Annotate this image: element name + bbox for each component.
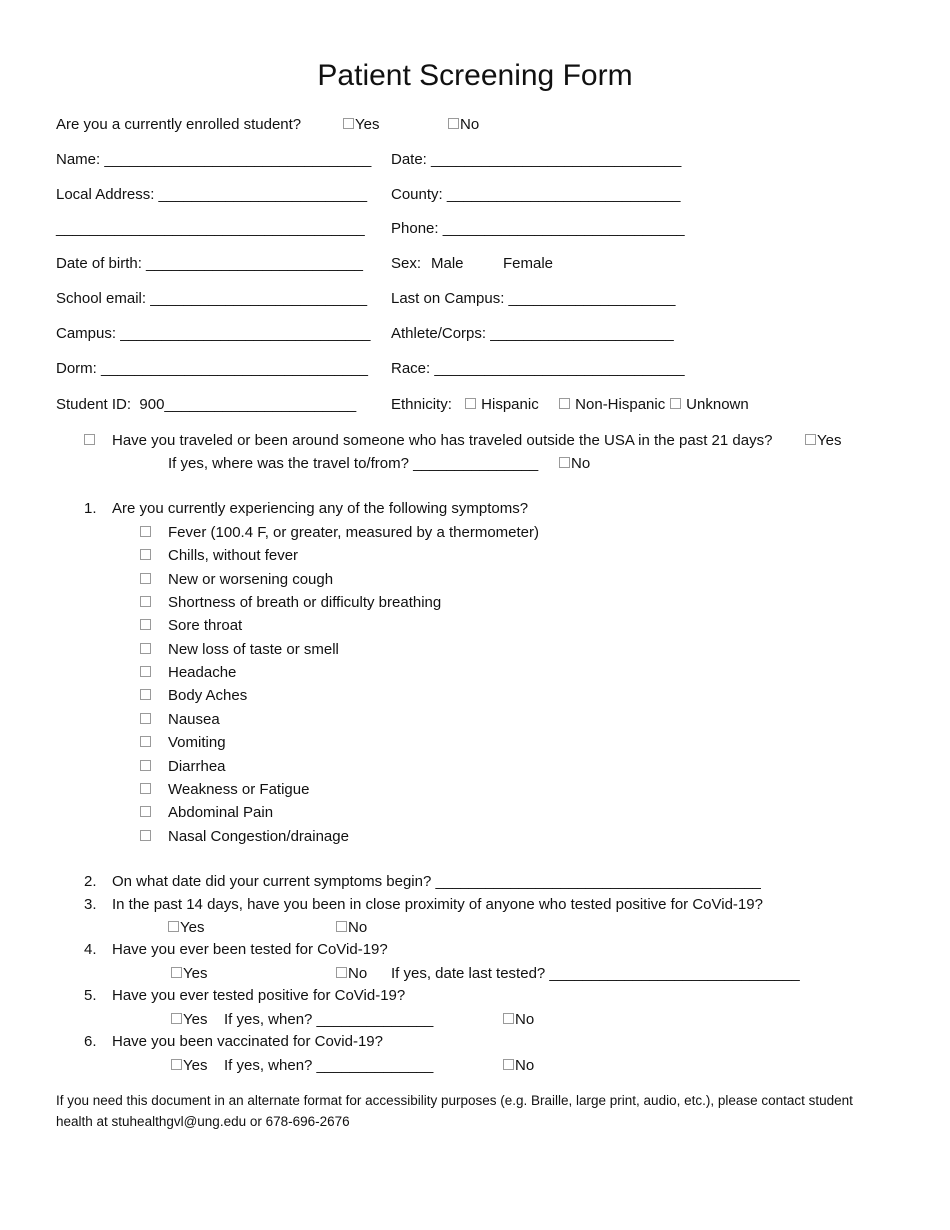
symptom-label: Diarrhea — [168, 758, 226, 775]
symptom-checkbox[interactable] — [140, 713, 151, 724]
symptom-label: New loss of taste or smell — [168, 641, 339, 658]
q5-text: Have you ever tested positive for CoVid-19? — [112, 987, 406, 1004]
symptom-checkbox[interactable] — [140, 689, 151, 700]
symptom-checkbox[interactable] — [140, 549, 151, 560]
symptom-item[interactable] — [140, 804, 274, 822]
ethnicity-non-hispanic-label: Non-Hispanic — [575, 396, 666, 413]
q3-text: In the past 14 days, have you been in close proximity of anyone who tested positive for CoVid-19? — [112, 896, 763, 913]
travel-checkbox[interactable] — [84, 432, 96, 450]
q5-when-field[interactable]: If yes, when? ______________ — [224, 1011, 434, 1028]
local-address-field[interactable]: Local Address: _________________________ — [56, 186, 368, 203]
address-line2-field[interactable]: _____________________________________ — [56, 220, 365, 237]
page-title: Patient Screening Form — [317, 59, 633, 92]
symptom-label: Chills, without fever — [168, 547, 299, 564]
ethnicity-unknown-label: Unknown — [686, 396, 749, 413]
q5-no-checkbox[interactable] — [503, 1013, 514, 1024]
symptom-checkbox[interactable] — [140, 596, 151, 607]
ethnicity-unknown-checkbox[interactable] — [670, 398, 681, 409]
enrolled-no-label: No — [460, 116, 480, 133]
symptom-label: Sore throat — [168, 617, 243, 634]
q4-no-checkbox[interactable] — [336, 967, 347, 978]
ethnicity-hispanic-checkbox[interactable] — [465, 398, 476, 409]
symptom-item[interactable] — [140, 711, 220, 729]
symptom-item[interactable] — [140, 734, 226, 752]
symptom-checkbox[interactable] — [140, 806, 151, 817]
dorm-field[interactable]: Dorm: ________________________________ — [56, 360, 368, 377]
phone-field[interactable]: Phone: _____________________________ — [391, 220, 685, 237]
student-id-field[interactable]: Student ID: 900_______________________ — [56, 396, 357, 413]
symptom-checkbox[interactable] — [140, 666, 151, 677]
symptom-item[interactable] — [140, 524, 539, 542]
travel-no-label: No — [571, 455, 591, 472]
q2-text[interactable]: On what date did your current symptoms begin? _______________________________________ — [112, 873, 761, 890]
travel-yes-checkbox[interactable] — [805, 434, 816, 445]
race-field[interactable]: Race: ______________________________ — [391, 360, 685, 377]
last-on-campus-field[interactable]: Last on Campus: ____________________ — [391, 290, 676, 307]
travel-question: Have you traveled or been around someone who has traveled outside the USA in the past 21 days? — [112, 432, 773, 449]
ethnicity-non-hispanic-option[interactable] — [559, 396, 665, 414]
q6-yes-checkbox[interactable] — [171, 1059, 182, 1070]
symptom-item[interactable] — [140, 664, 237, 682]
county-field[interactable]: County: ____________________________ — [391, 186, 681, 203]
q4-no-label: No — [348, 965, 368, 982]
q4-number: 4. — [84, 941, 97, 958]
ethnicity-hispanic-label: Hispanic — [481, 396, 539, 413]
q6-no-option[interactable] — [503, 1057, 534, 1075]
ethnicity-unknown-option[interactable] — [670, 396, 749, 414]
travel-followup-field[interactable]: If yes, where was the travel to/from? _______________ — [168, 455, 539, 472]
q5-number: 5. — [84, 987, 97, 1004]
ethnicity-label: Ethnicity: — [391, 396, 452, 413]
sex-female-option[interactable]: Female — [503, 255, 554, 272]
sex-male-option[interactable]: Male — [431, 255, 464, 272]
symptom-item[interactable] — [140, 547, 299, 565]
symptom-checkbox[interactable] — [140, 783, 151, 794]
ethnicity-hispanic-option[interactable] — [465, 396, 539, 414]
q3-yes-option[interactable] — [168, 919, 204, 937]
q6-yes-option[interactable] — [171, 1057, 207, 1075]
symptom-label: Body Aches — [168, 687, 248, 704]
symptom-label: Headache — [168, 664, 237, 681]
symptom-item[interactable] — [140, 617, 243, 635]
name-field[interactable]: Name: ________________________________ — [56, 151, 372, 168]
symptom-label: Shortness of breath or difficulty breathing — [168, 594, 442, 611]
symptom-checkbox[interactable] — [140, 736, 151, 747]
symptom-label: Abdominal Pain — [168, 804, 274, 821]
q1-number: 1. — [84, 500, 97, 517]
q6-no-checkbox[interactable] — [503, 1059, 514, 1070]
q5-yes-label: Yes — [183, 1011, 208, 1028]
q3-number: 3. — [84, 896, 97, 913]
symptom-label: Nausea — [168, 711, 220, 728]
symptom-label: New or worsening cough — [168, 571, 334, 588]
q2-number: 2. — [84, 873, 97, 890]
q4-no-option[interactable] — [336, 965, 367, 983]
q3-no-checkbox[interactable] — [336, 921, 347, 932]
travel-yes-label: Yes — [817, 432, 842, 449]
symptom-label: Fever (100.4 F, or greater, measured by a thermometer) — [168, 524, 539, 541]
sex-label: Sex: — [391, 255, 422, 272]
q5-yes-option[interactable] — [171, 1011, 207, 1029]
q4-yes-checkbox[interactable] — [171, 967, 182, 978]
q4-yes-label: Yes — [183, 965, 208, 982]
symptom-label: Nasal Congestion/drainage — [168, 828, 349, 845]
ethnicity-non-hispanic-checkbox[interactable] — [559, 398, 570, 409]
enrolled-question: Are you a currently enrolled student? — [56, 116, 302, 133]
campus-field[interactable]: Campus: ______________________________ — [56, 325, 371, 342]
q4-date-tested-field[interactable]: If yes, date last tested? ______________________________ — [391, 965, 800, 982]
symptom-item[interactable] — [140, 828, 349, 846]
enrolled-yes-label: Yes — [355, 116, 380, 133]
symptom-checkbox[interactable] — [140, 619, 151, 630]
school-email-field[interactable]: School email: __________________________ — [56, 290, 368, 307]
q3-no-label: No — [348, 919, 368, 936]
symptom-item[interactable] — [140, 781, 310, 799]
q6-no-label: No — [515, 1057, 535, 1074]
q6-yes-label: Yes — [183, 1057, 208, 1074]
q6-when-field[interactable]: If yes, when? ______________ — [224, 1057, 434, 1074]
travel-yes-option[interactable] — [805, 432, 841, 450]
dob-field[interactable]: Date of birth: __________________________ — [56, 255, 363, 272]
symptom-label: Weakness or Fatigue — [168, 781, 310, 798]
q6-text: Have you been vaccinated for Covid-19? — [112, 1033, 383, 1050]
symptom-checkbox[interactable] — [140, 830, 151, 841]
accessibility-footer: If you need this document in an alternate format for accessibility purposes (e.g. Braille, large print, audio, etc.), please contact student health at stuhealthgvl@ung.edu or 678-696-2676 — [56, 1093, 853, 1129]
travel-no-checkbox[interactable] — [559, 457, 570, 468]
symptom-checkbox[interactable] — [140, 573, 151, 584]
q3-yes-label: Yes — [180, 919, 205, 936]
q1-text: Are you currently experiencing any of the following symptoms? — [112, 500, 529, 517]
symptom-item[interactable] — [140, 758, 226, 776]
travel-no-option[interactable] — [559, 455, 590, 473]
q6-number: 6. — [84, 1033, 97, 1050]
symptom-item[interactable] — [140, 571, 334, 589]
enrolled-no-checkbox[interactable] — [448, 118, 459, 129]
symptom-item[interactable] — [140, 687, 248, 705]
q5-no-label: No — [515, 1011, 535, 1028]
q5-yes-checkbox[interactable] — [171, 1013, 182, 1024]
symptom-item[interactable] — [140, 594, 442, 612]
q3-no-option[interactable] — [336, 919, 367, 937]
enrolled-yes-checkbox[interactable] — [343, 118, 354, 129]
enrolled-yes-option[interactable] — [343, 116, 379, 134]
athlete-corps-field[interactable]: Athlete/Corps: ______________________ — [391, 325, 674, 342]
date-field[interactable]: Date: ______________________________ — [391, 151, 682, 168]
symptom-checkbox[interactable] — [140, 760, 151, 771]
q4-yes-option[interactable] — [171, 965, 207, 983]
symptom-item[interactable] — [140, 641, 339, 659]
q5-no-option[interactable] — [503, 1011, 534, 1029]
symptom-checkbox[interactable] — [140, 526, 151, 537]
symptom-checkbox[interactable] — [140, 643, 151, 654]
symptom-label: Vomiting — [168, 734, 226, 751]
q4-text: Have you ever been tested for CoVid-19? — [112, 941, 388, 958]
enrolled-no-option[interactable] — [448, 116, 479, 134]
q3-yes-checkbox[interactable] — [168, 921, 179, 932]
